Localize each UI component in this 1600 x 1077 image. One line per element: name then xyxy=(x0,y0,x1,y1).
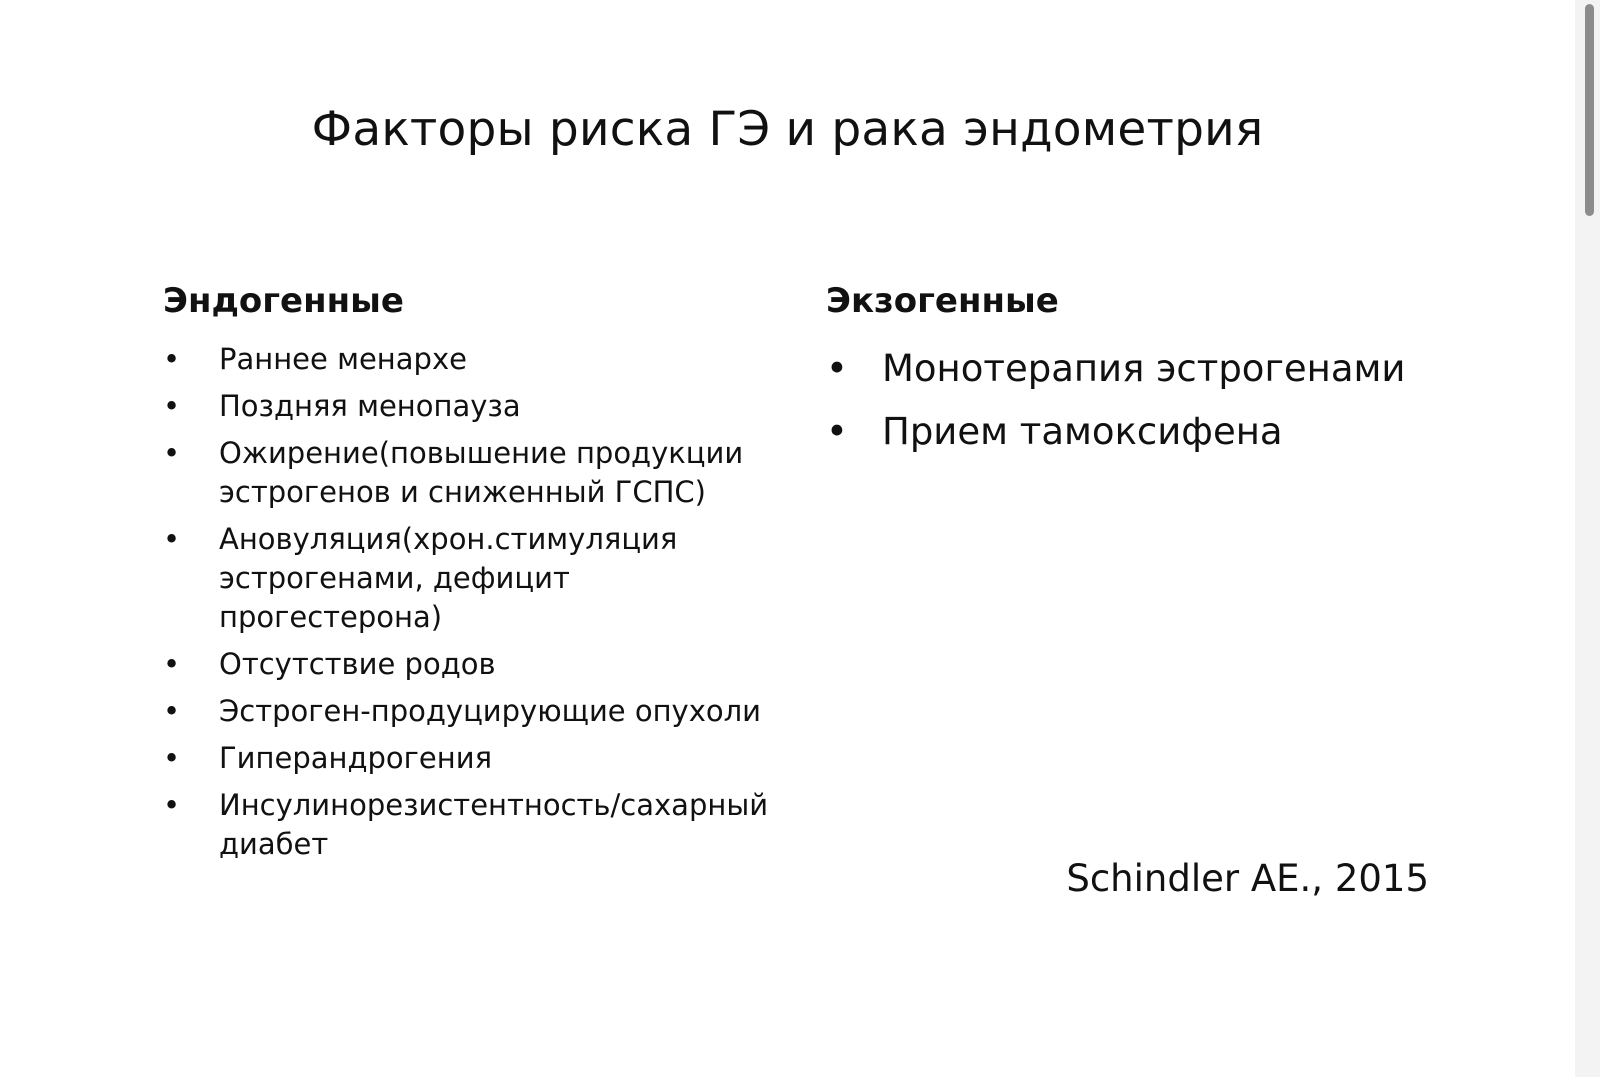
citation: Schindler AE., 2015 xyxy=(1066,857,1429,900)
list-item-text: Инсулинорезистентность/сахарный диабет xyxy=(219,788,769,861)
endogenous-heading: Эндогенные xyxy=(163,281,404,321)
list-item xyxy=(826,345,1476,393)
list-item-text: Гиперандрогения xyxy=(219,741,493,775)
list-item xyxy=(163,739,783,778)
list-item-text: Прием тамоксифена xyxy=(882,410,1283,453)
bullet-icon: • xyxy=(163,436,181,470)
bullet-icon: • xyxy=(163,389,181,423)
endogenous-list xyxy=(163,340,783,872)
bullet-icon: • xyxy=(163,741,181,775)
vertical-scrollbar[interactable] xyxy=(1575,0,1600,1077)
list-item xyxy=(163,692,783,731)
scrollbar-thumb[interactable] xyxy=(1585,4,1594,216)
list-item xyxy=(163,786,783,864)
bullet-icon: • xyxy=(163,788,181,822)
bullet-icon: • xyxy=(163,647,181,681)
exogenous-heading: Экзогенные xyxy=(826,281,1059,321)
slide-title: Факторы риска ГЭ и рака эндометрия xyxy=(311,102,1264,157)
list-item-text: Ожирение(повышение продукции эстрогенов и сниженный ГСПС) xyxy=(219,436,744,509)
exogenous-list xyxy=(826,345,1476,471)
list-item-text: Поздняя менопауза xyxy=(219,389,521,423)
bullet-icon: • xyxy=(163,522,181,556)
list-item-text: Эстроген-продуцирующие опухоли xyxy=(219,694,762,728)
bullet-icon: • xyxy=(826,410,848,453)
list-item-text: Раннее менархе xyxy=(219,342,467,376)
list-item xyxy=(163,340,783,379)
bullet-icon: • xyxy=(163,342,181,376)
bullet-icon: • xyxy=(163,694,181,728)
list-item-text: Отсутствие родов xyxy=(219,647,496,681)
list-item xyxy=(163,520,783,637)
list-item xyxy=(163,434,783,512)
list-item xyxy=(826,408,1476,456)
list-item xyxy=(163,645,783,684)
list-item xyxy=(163,387,783,426)
list-item-text: Монотерапия эстрогенами xyxy=(882,347,1406,390)
bullet-icon: • xyxy=(826,347,848,390)
list-item-text: Ановуляция(хрон.стимуляция эстрогенами, дефицит прогестерона) xyxy=(219,522,678,634)
